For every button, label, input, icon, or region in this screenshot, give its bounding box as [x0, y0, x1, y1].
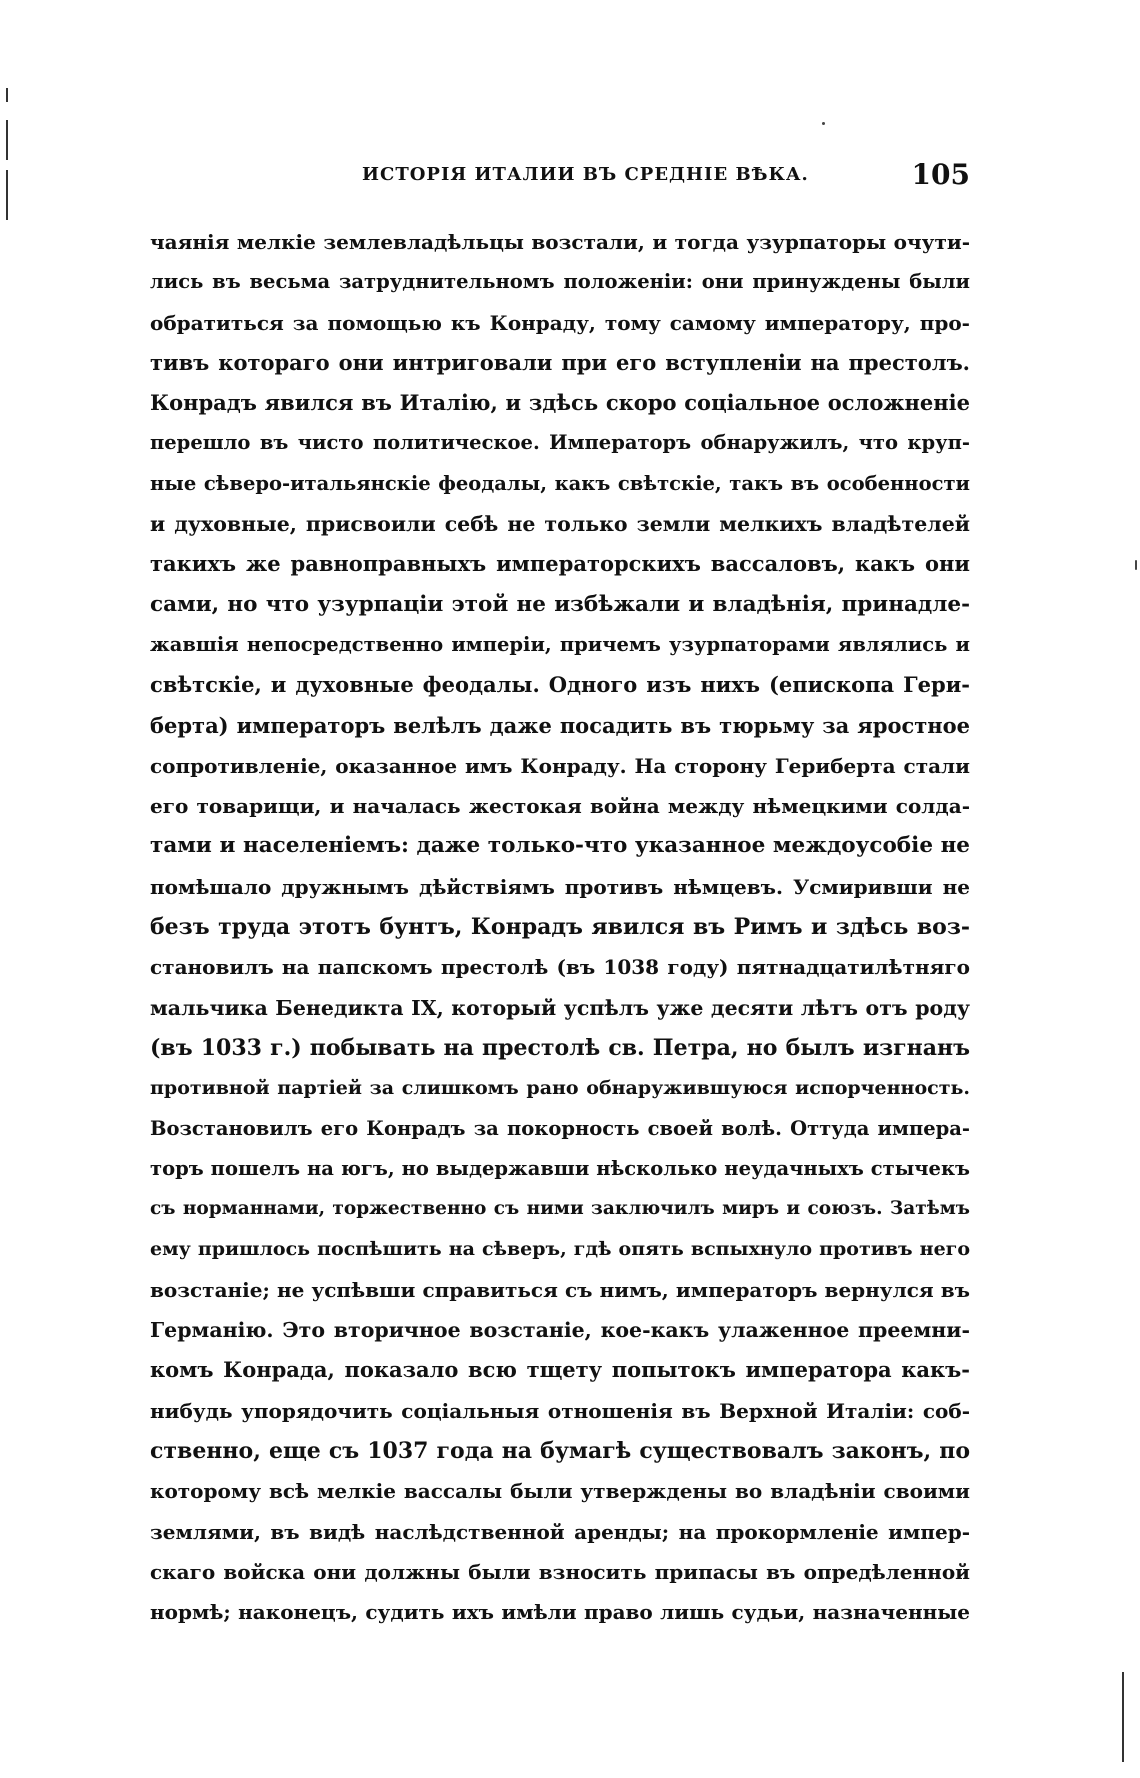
text-line: которому всѣ мелкіе вассалы были утверждены во владѣніи своими: [150, 1479, 970, 1504]
text-line: становилъ на папскомъ престолѣ (въ 1038 году) пятнадцатилѣтняго: [150, 955, 970, 980]
text-line: и духовные, присвоили себѣ не только земли мелкихъ владѣтелей: [150, 512, 970, 537]
text-line: торъ пошелъ на югъ, но выдержавши нѣсколько неудачныхъ стычекъ: [150, 1156, 970, 1180]
scan-edge-mark: [1122, 1672, 1124, 1762]
running-title: ИСТОРІЯ ИТАЛИИ ВЪ СРЕДНІЕ ВѢКА.: [362, 164, 809, 185]
text-line: обратиться за помощью къ Конраду, тому самому императору, про-: [150, 310, 970, 335]
scan-speck: [822, 122, 825, 125]
text-line: чаянія мелкіе землевладѣльцы возстали, и тогда узурпаторы очути-: [150, 230, 970, 254]
text-line: мальчика Бенедикта IX, который успѣлъ уже десяти лѣтъ отъ роду: [150, 995, 970, 1020]
text-line: Конрадъ явился въ Италію, и здѣсь скоро соціальное осложненіе: [150, 390, 970, 416]
text-line: берта) императоръ велѣлъ даже посадить въ тюрьму за яростное: [150, 712, 970, 738]
text-line: тивъ котораго они интриговали при его вступленіи на престолъ.: [150, 349, 970, 375]
page-number: 105: [911, 158, 970, 191]
scan-edge-mark: [6, 170, 8, 220]
text-line: Возстановилъ его Конрадъ за покорность своей волѣ. Оттуда импера-: [150, 1116, 970, 1140]
text-line: помѣшало дружнымъ дѣйствіямъ противъ нѣмцевъ. Усмиривши не: [150, 874, 970, 899]
text-line: перешло въ чисто политическое. Императоръ обнаружилъ, что круп-: [150, 431, 970, 455]
scan-speck: [1135, 560, 1137, 570]
text-line: нибудь упорядочить соціальныя отношенія въ Верхной Италіи: соб-: [150, 1398, 970, 1423]
text-line: свѣтскіе, и духовные феодалы. Одного изъ нихъ (епископа Гери-: [150, 672, 970, 698]
scan-edge-mark: [6, 88, 8, 102]
text-line: ные сѣверо-итальянскіе феодалы, какъ свѣтскіе, такъ въ особенности: [150, 471, 970, 495]
text-line: ственно, еще съ 1037 года на бумагѣ существовалъ законъ, по: [150, 1437, 970, 1464]
text-line: нормѣ; наконецъ, судить ихъ имѣли право лишь судьи, назначенные: [150, 1600, 970, 1625]
text-line: возстаніе; не успѣвши справиться съ нимъ, императоръ вернулся въ: [150, 1277, 970, 1302]
text-line: такихъ же равноправныхъ императорскихъ вассаловъ, какъ они: [150, 551, 970, 577]
text-line: жавшія непосредственно имперіи, причемъ узурпаторами являлись и: [150, 632, 970, 656]
text-line: безъ труда этотъ бунтъ, Конрадъ явился въ Римъ и здѣсь воз-: [150, 914, 970, 941]
text-line: землями, въ видѣ наслѣдственной аренды; на прокормленіе импер-: [150, 1519, 970, 1544]
text-line: скаго войска они должны были взносить припасы въ опредѣленной: [150, 1559, 970, 1584]
body-text: [150, 222, 970, 1632]
text-line: комъ Конрада, показало всю тщету попытокъ императора какъ-: [150, 1357, 970, 1383]
text-line: противной партіей за слишкомъ рано обнаружившуюся испорченность.: [150, 1077, 970, 1100]
text-line: (въ 1033 г.) побывать на престолѣ св. Петра, но былъ изгнанъ: [150, 1034, 970, 1061]
scan-edge-mark: [6, 120, 8, 160]
text-line: его товарищи, и началась жестокая война между нѣмецкими солда-: [150, 794, 970, 819]
text-line: Германію. Это вторичное возстаніе, кое-какъ улаженное преемни-: [150, 1318, 970, 1343]
text-line: ему пришлось поспѣшить на сѣверъ, гдѣ опять вспыхнуло противъ него: [150, 1238, 970, 1261]
text-line: лись въ весьма затруднительномъ положеніи: они принуждены были: [150, 270, 970, 294]
page-header: [150, 158, 970, 202]
text-line: сами, но что узурпаціи этой не избѣжали и владѣнія, принадле-: [150, 591, 970, 617]
text-line: съ норманнами, торжественно съ ними заключилъ миръ и союзъ. Затѣмъ: [150, 1198, 970, 1220]
text-line: тами и населеніемъ: даже только-что указанное междоусобіе не: [150, 833, 970, 859]
text-line: сопротивленіе, оказанное имъ Конраду. На сторону Гериберта стали: [150, 753, 970, 778]
